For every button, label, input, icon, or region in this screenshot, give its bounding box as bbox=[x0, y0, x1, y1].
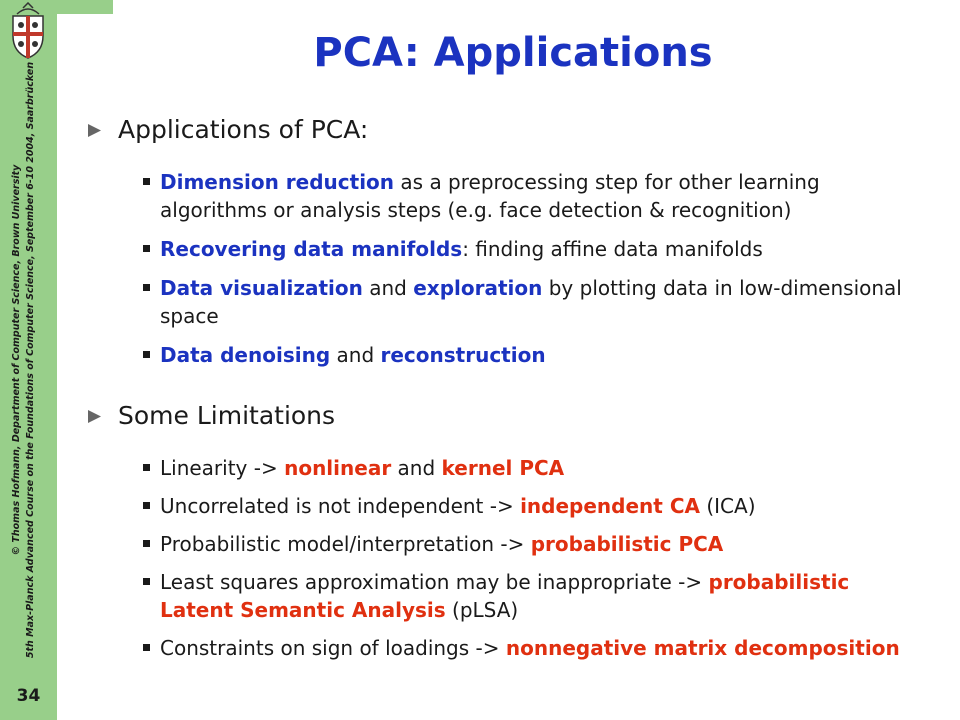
list-item: Dimension reduction as a preprocessing step for other learning algorithms or analysis steps (e.g. face detection & recognition) bbox=[88, 168, 928, 224]
section-applications bbox=[88, 114, 928, 369]
arrow-bullet-icon bbox=[88, 124, 101, 137]
square-bullet-icon bbox=[143, 284, 150, 291]
square-bullet-icon bbox=[143, 245, 150, 252]
list-item: Data denoising and reconstruction bbox=[88, 341, 928, 369]
credit-line-1: © Thomas Hofmann, Department of Computer Science, Brown University bbox=[11, 164, 22, 556]
limitations-list bbox=[88, 454, 928, 662]
list-item: Uncorrelated is not independent -> independent CA (ICA) bbox=[88, 492, 928, 520]
section-limitations bbox=[88, 400, 928, 662]
copyright-credit bbox=[10, 60, 50, 660]
square-bullet-icon bbox=[143, 644, 150, 651]
university-seal-icon bbox=[3, 2, 53, 62]
section-heading: Some Limitations bbox=[88, 400, 928, 432]
list-item: Constraints on sign of loadings -> nonnegative matrix decomposition bbox=[88, 634, 928, 662]
square-bullet-icon bbox=[143, 351, 150, 358]
square-bullet-icon bbox=[143, 178, 150, 185]
sidebar bbox=[0, 0, 57, 720]
slide-title: PCA: Applications bbox=[313, 30, 713, 76]
sidebar-top-strip bbox=[57, 0, 113, 14]
list-item: Probabilistic model/interpretation -> probabilistic PCA bbox=[88, 530, 928, 558]
credit-line-2: 5th Max-Planck Advanced Course on the Foundations of Computer Science, September 6-10 2004, Saarbrücken bbox=[25, 61, 36, 659]
page-number: 34 bbox=[16, 686, 41, 706]
list-item: Linearity -> nonlinear and kernel PCA bbox=[88, 454, 928, 482]
square-bullet-icon bbox=[143, 540, 150, 547]
section-heading: Applications of PCA: bbox=[88, 114, 928, 146]
list-item: Least squares approximation may be inappropriate -> probabilistic Latent Semantic Analysis (pLSA) bbox=[88, 568, 928, 624]
applications-list bbox=[88, 168, 928, 369]
list-item: Recovering data manifolds: finding affine data manifolds bbox=[88, 235, 928, 263]
arrow-bullet-icon bbox=[88, 410, 101, 423]
square-bullet-icon bbox=[143, 464, 150, 471]
square-bullet-icon bbox=[143, 502, 150, 509]
list-item: Data visualization and exploration by plotting data in low-dimensional space bbox=[88, 274, 928, 330]
square-bullet-icon bbox=[143, 578, 150, 585]
